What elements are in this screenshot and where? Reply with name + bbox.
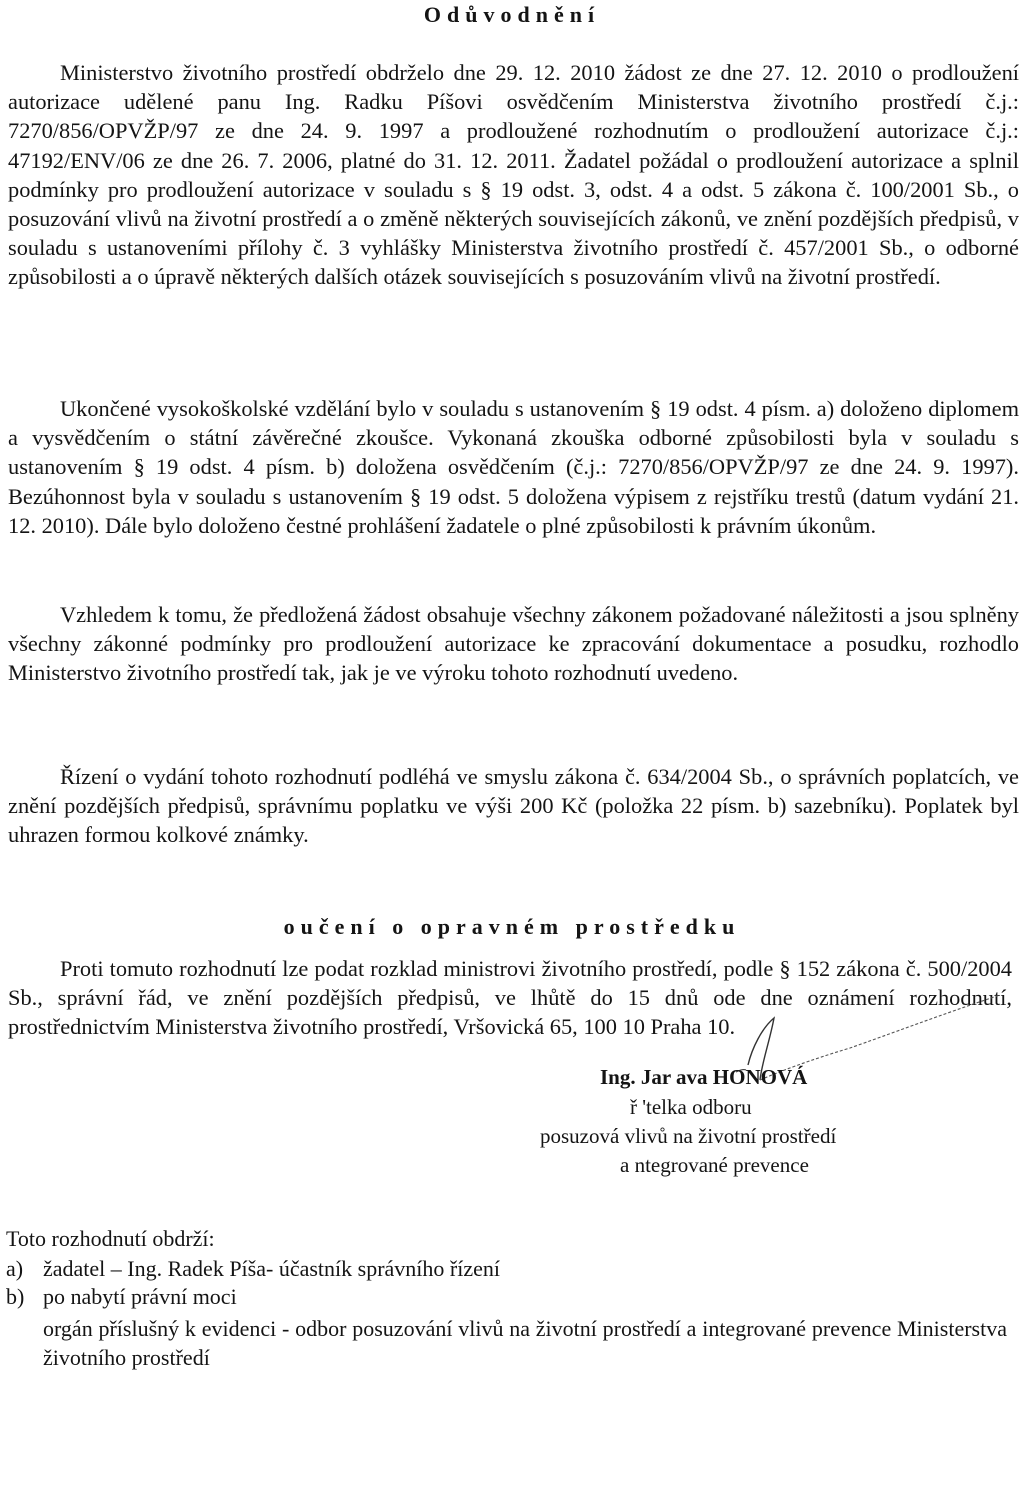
signatory-department-1: posuzová vlivů na životní prostředí bbox=[540, 1124, 837, 1148]
signatory-title: ř 'telka odboru bbox=[630, 1095, 752, 1119]
paragraph-decision: Vzhledem k tomu, že předložená žádost obsahuje všechny zákonem požadované náležitosti a jsou splněny všechny zákonné podmínky pro prodloužení autorizace ke zpracování dokumentace a posudku, rozhodlo Ministerstvo životního prostředí tak, jak je ve výroku tohoto rozhodnutí uvedeno. bbox=[8, 602, 1019, 686]
paragraph-fee: Řízení o vydání tohoto rozhodnutí podléhá ve smyslu zákona č. 634/2004 Sb., o správních poplatcích, ve znění pozdějších předpisů, správnímu poplatku ve výši 200 Kč (položka 22 písm. b) sazebníku). Poplatek byl uhrazen formou kolkové známky. bbox=[8, 764, 1019, 848]
recipient-b-label: b) bbox=[6, 1284, 25, 1309]
recipient-b-line1: po nabytí právní moci bbox=[43, 1284, 237, 1309]
paragraph-qualification: Ukončené vysokoškolské vzdělání bylo v souladu s ustanovením § 19 odst. 4 písm. a) doloženo diplomem a vysvědčením o státní závěrečné zkoušce. Vykonaná zkouška odborné způsobilosti byla v souladu s ustanovením § 19 odst. 4 písm. b) doložena osvědčením (č.j.: 7270/856/OPVŽP/97 ze dne 24. 9. 1997). Bezúhonnost byla v souladu s ustanovením § 19 odst. 5 doložena výpisem z rejstříku trestů (datum vydání 21. 12. 2010). Dále bylo doloženo čestné prohlášení žadatele o plné způsobilosti k právním úkonům. bbox=[8, 396, 1019, 538]
recipient-a-text: žadatel – Ing. Radek Píša- účastník správního řízení bbox=[43, 1256, 500, 1281]
paragraph-appeal: Proti tomuto rozhodnutí lze podat rozklad ministrovi životního prostředí, podle § 152 zákona č. 500/2004 Sb., správní řád, ve znění pozdějších předpisů, ve lhůtě do 15 dnů ode dne oznámení rozhodnutí, prostřednictvím Ministerstva životního prostředí, Vršovická 65, 100 10 Praha 10. bbox=[8, 956, 1012, 1040]
recipient-a-label: a) bbox=[6, 1256, 24, 1281]
signatory-department-2: a ntegrované prevence bbox=[620, 1153, 809, 1177]
recipient-b-line2: orgán příslušný k evidenci - odbor posuzování vlivů na životní prostředí a integrované prevence Ministerstva životního prostředí bbox=[43, 1316, 1007, 1370]
appeal-heading: oučení o opravném prostředku bbox=[283, 914, 741, 939]
signatory-name: Ing. Jar ava HONOVÁ bbox=[600, 1065, 808, 1089]
paragraph-application: Ministerstvo životního prostředí obdrželo dne 29. 12. 2010 žádost ze dne 27. 12. 2010 o prodloužení autorizace udělené panu Ing. Radku Píšovi osvědčením Ministerstva životního prostředí č.j.: 7270/856/OPVŽP/97 ze dne 24. 9. 1997 a prodloužené rozhodnutím o prodloužení autorizace č.j.: 47192/ENV/06 ze dne 26. 7. 2006, platné do 31. 12. 2011. Žadatel požádal o prodloužení autorizace a splnil podmínky pro prodloužení autorizace v souladu s § 19 odst. 3, odst. 4 a odst. 5 zákona č. 100/2001 Sb., o posuzování vlivů na životní prostředí a o změně některých souvisejících zákonů, ve znění pozdějších předpisů, v souladu s ustanoveními přílohy č. 3 vyhlášky Ministerstva životního prostředí č. 457/2001 Sb., o odborné způsobilosti a o úpravě některých dalších otázek souvisejících s posuzováním vlivů na životní prostředí. bbox=[8, 60, 1019, 290]
recipients-intro: Toto rozhodnutí obdrží: bbox=[6, 1226, 215, 1251]
section-heading: Odůvodnění bbox=[423, 2, 601, 27]
